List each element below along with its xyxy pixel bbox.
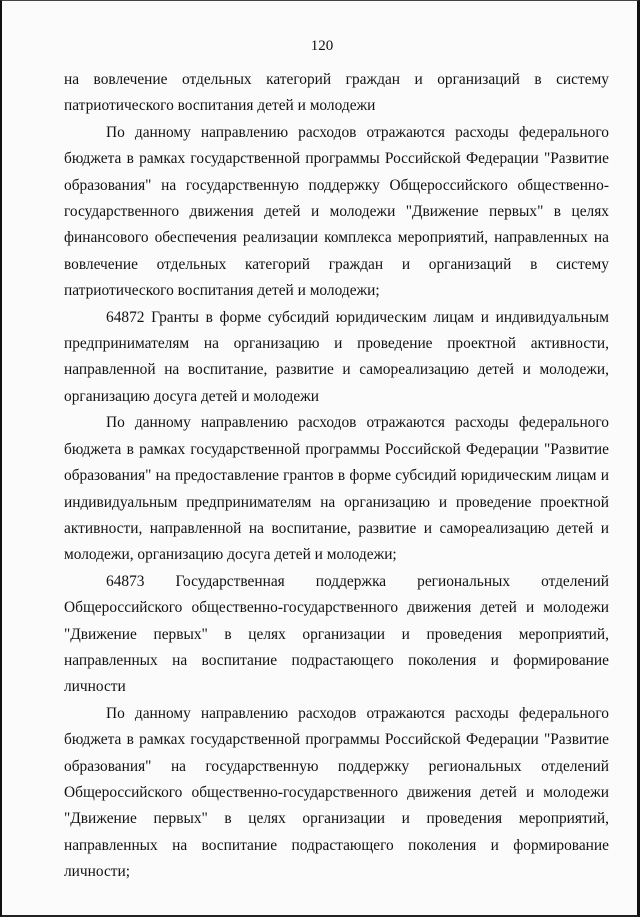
page-number: 120 xyxy=(310,38,334,54)
document-body xyxy=(64,67,609,886)
paragraph-expense-description-64871: По данному направлению расходов отражаются расходы федерального бюджета в рамках государственной программы Российской Федерации "Развитие образования" на государственную поддержку Общероссийского общественно-государственного движения детей и молодежи "Движение первых" в целях финансового обеспечения реализации комплекса мероприятий, направленных на вовлечение отдельных категорий граждан и организаций в систему патриотического воспитания детей и молодежи; xyxy=(64,123,609,300)
paragraph-code-64872-heading: 64872 Гранты в форме субсидий юридическим лицам и индивидуальным предпринимателям на организацию и проведение проектной активности, направленной на воспитание, развитие и самореализацию детей и молодежи, организацию досуга детей и молодежи xyxy=(64,308,609,405)
paragraph-code-64873-heading: 64873 Государственная поддержка региональных отделений Общероссийского общественно-государственного движения детей и молодежи "Движение первых" в целях организации и проведения мероприятий, направленных на воспитание подрастающего поколения и формирование личности xyxy=(64,572,609,696)
paragraph-continuation: на вовлечение отдельных категорий граждан и организаций в систему патриотического воспитания детей и молодежи xyxy=(64,71,609,115)
paragraph-expense-description-64873: По данному направлению расходов отражаются расходы федерального бюджета в рамках государственной программы Российской Федерации "Развитие образования" на государственную поддержку региональных отделений Общероссийского общественно-государственного движения детей и молодежи "Движение первых" в целях организации и проведения мероприятий, направленных на воспитание подрастающего поколения и формирование личности; xyxy=(64,704,609,881)
paragraph-expense-description-64872: По данному направлению расходов отражаются расходы федерального бюджета в рамках государственной программы Российской Федерации "Развитие образования" на предоставление грантов в форме субсидий юридическим лицам и индивидуальным предпринимателям на организацию и проведение проектной активности, направленной на воспитание, развитие и самореализацию детей и молодежи, организацию досуга детей и молодежи; xyxy=(64,414,609,564)
